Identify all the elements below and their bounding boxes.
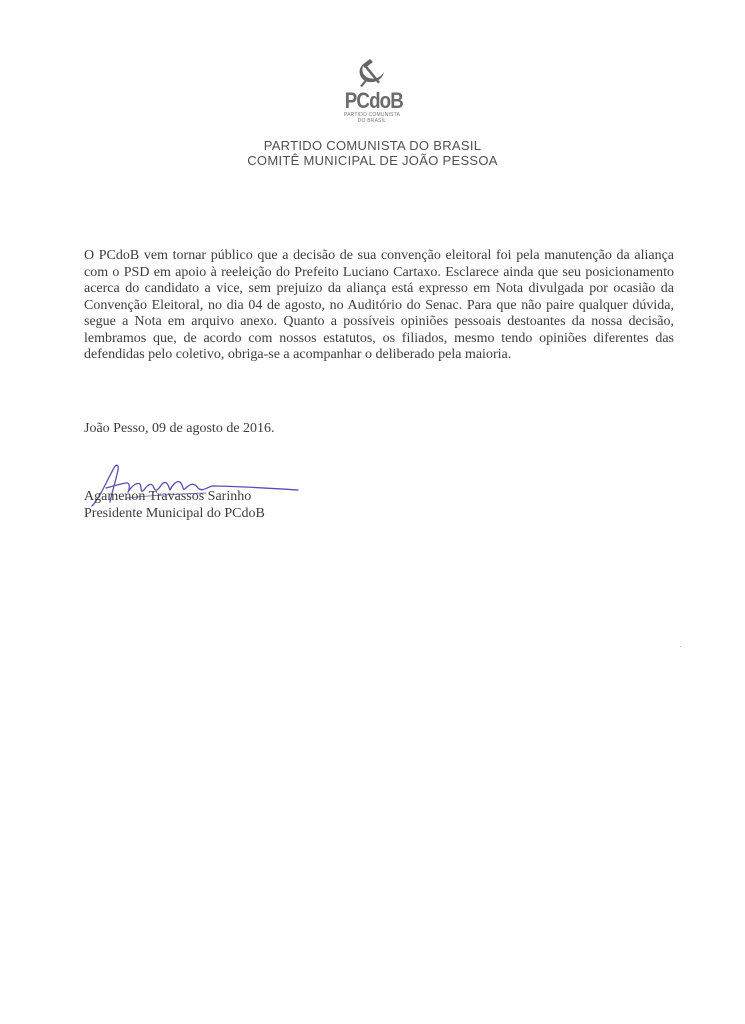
- signature-block: [84, 488, 265, 522]
- letter-body: O PCdoB vem tornar público que a decisão de sua convenção eleitoral foi pela manutenção da aliança com o PSD em apoio à reeleição do Prefeito Luciano Cartaxo. Esclarece ainda que seu posicionamento acerca do candidato a vice, sem prejuizo da aliança está expresso em Nota divulgada por ocasião da Convenção Eleitoral, no dia 04 de agosto, no Auditório do Senac. Para que não paire qualquer dúvida, segue a Nota em arquivo anexo. Quanto a possíveis opiniões pessoais destoantes da nossa decisão, lembramos que, de acordo com nossos estatutos, os filiados, mesmo tendo opiniões diferentes das defendidas pelo coletivo, obriga-se a acompanhar o deliberado pela maioria.: [84, 248, 674, 362]
- logo-tagline-1: PARTIDO COMUNISTA: [343, 112, 401, 118]
- date-line: João Pesso, 09 de agosto de 2016.: [84, 421, 275, 436]
- party-logo: [340, 58, 404, 124]
- logo-wordmark: PCdoB: [344, 88, 403, 113]
- signer-name: Agamenon Travassos Sarinho: [84, 489, 252, 504]
- hammer-and-sickle-icon: [355, 58, 389, 88]
- signer-title: Presidente Municipal do PCdoB: [84, 506, 265, 521]
- logo-tagline-2: DO BRASIL: [357, 118, 387, 124]
- scan-speck: [680, 646, 681, 647]
- org-name-line-1: PARTIDO COMUNISTA DO BRASIL: [263, 138, 482, 153]
- org-name-line-2: COMITÊ MUNICIPAL DE JOÃO PESSOA: [247, 153, 498, 168]
